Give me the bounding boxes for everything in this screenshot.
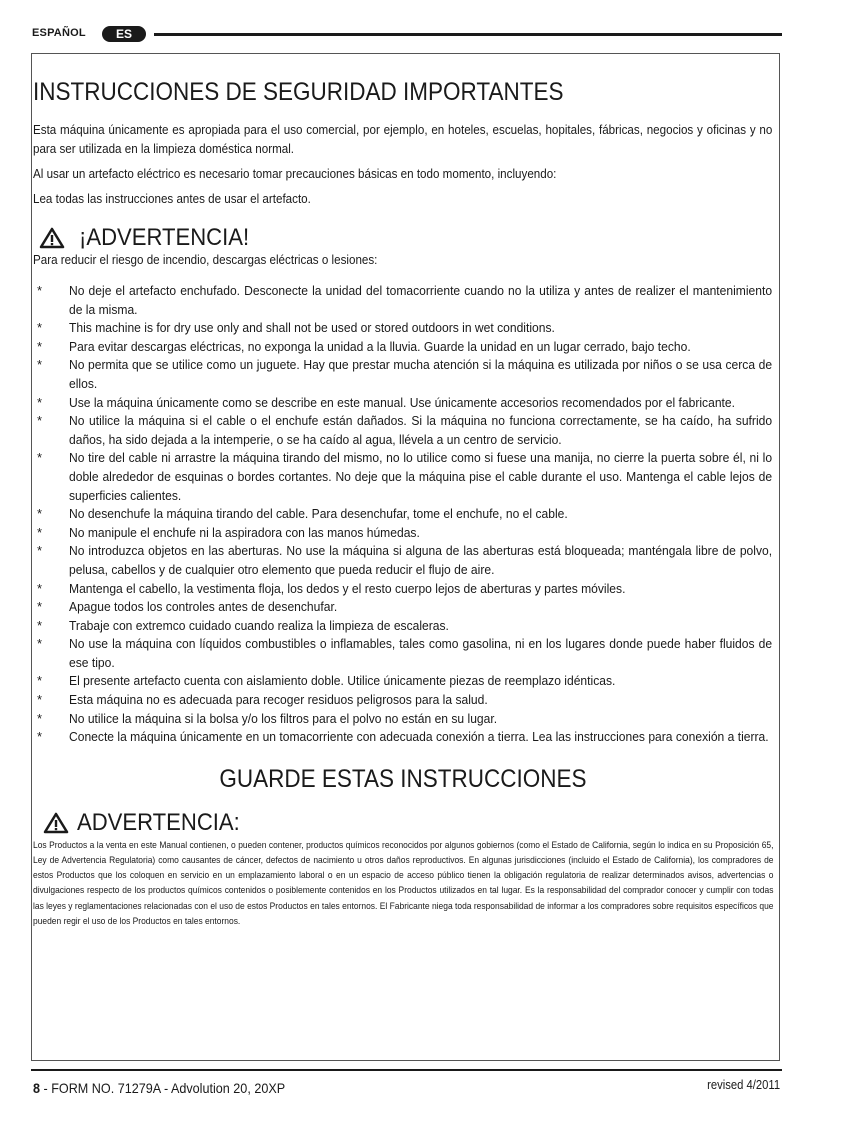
bullet-asterisk: *	[37, 450, 43, 466]
list-item: * No deje el artefacto enchufado. Desconecte la unidad del tomacorriente cuando no la utiliza y antes de realizer el mantenimiento de la misma.	[37, 283, 773, 317]
bullet-asterisk: *	[37, 729, 43, 745]
intro-paragraph: Lea todas las instrucciones antes de usar el artefacto.	[33, 192, 311, 206]
footer-form-info	[33, 1080, 285, 1096]
warning-heading-text: ¡ADVERTENCIA!	[79, 224, 250, 251]
bullet-asterisk: *	[37, 283, 43, 298]
list-item: * Esta máquina no es adecuada para recoger residuos peligrosos para la salud.	[33, 691, 773, 710]
warning-triangle-icon	[39, 227, 65, 249]
bullet-asterisk: *	[37, 636, 43, 652]
warning-intro: Para reducir el riesgo de incendio, descargas eléctricas o lesiones:	[33, 253, 378, 267]
list-item: * No manipule el enchufe ni la aspiradora con las manos húmedas.	[33, 524, 773, 543]
bullet-asterisk: *	[37, 506, 43, 522]
list-item: * No introduzca objetos en las aberturas. No use la máquina si alguna de las aberturas está bloqueada; manténgala libre de polvo, pelusa, cabellos y de cualquier otro elemento que pueda reducir el flujo de aire.	[37, 543, 773, 577]
header-rule	[154, 33, 782, 36]
bullet-asterisk: *	[37, 524, 43, 540]
bullet-asterisk: *	[37, 692, 43, 708]
warning-heading	[33, 223, 773, 253]
list-item: * Apague todos los controles antes de desenchufar.	[33, 598, 773, 617]
footer-rule	[31, 1069, 782, 1071]
warning2-heading	[33, 809, 773, 837]
revision-date: revised 4/2011	[707, 1078, 780, 1092]
language-badge: ES	[102, 26, 146, 42]
list-item: * This machine is for dry use only and shall not be used or stored outdoors in wet conditions.	[33, 319, 773, 338]
list-item: * No desenchufe la máquina tirando del cable. Para desenchufar, tome el enchufe, no el cable.	[33, 505, 773, 524]
list-item: * Para evitar descargas eléctricas, no exponga la unidad a la lluvia. Guarde la unidad en un lugar cerrado, bajo techo.	[33, 338, 773, 357]
bullet-asterisk: *	[37, 617, 43, 633]
bullet-asterisk: *	[37, 394, 43, 410]
page-content	[33, 78, 773, 929]
list-item: * No tire del cable ni arrastre la máquina tirando del mismo, no lo utilice como si fuese una manija, no cierre la puerta sobre él, ni lo doble alrededor de esquinas o bordes cortantes. No deje que la máquina pise el cable durante el uso. Mantenga el cable lejos de superficies calientes.	[37, 450, 773, 503]
bullet-asterisk: *	[37, 357, 43, 373]
list-item: * No utilice la máquina si el cable o el enchufe están dañados. Si la máquina no funciona correctamente, se ha caído, ha sufrido daños, ha sido dejada a la intemperie, o se ha caído al agua, llévela a un centro de servicio.	[37, 413, 773, 447]
save-instructions-heading: GUARDE ESTAS INSTRUCCIONES	[219, 764, 587, 793]
bullet-asterisk: *	[37, 710, 43, 726]
intro-paragraph: Al usar un artefacto eléctrico es necesario tomar precauciones básicas en todo momento, incluyendo:	[33, 167, 557, 181]
bullet-asterisk: *	[37, 599, 43, 615]
prop65-notice: Los Productos a la venta en este Manual contienen, o pueden contener, productos químicos reconocidos por algunos gobiernos (como el Estado de California, según lo indica en su Proposición 65, Ley de Advertencia Regulatoria) como causantes de cáncer, defectos de nacimiento u otros daños reproductivos. En algunas jurisdicciones (incluido el Estado de California), los compradores de estos Productos que los coloquen en servicio en un emplazamiento laboral o en un espacio de acceso público tienen la obligación regulatoria de realizar determinados avisos, advertencias o divulgaciones respecto de los productos químicos contenidos o posiblemente contenidos en los Productos utilizados en tal lugar. Es la responsabilidad del comprador conocer y cumplir con todas las leyes y reglamentaciones relacionadas con el uso de estos Productos en tales entornos. El Fabricante niega toda responsabilidad de informar a los compradores sobre requisitos específicos que pueden regir el uso de los Productos en tales entornos.	[33, 839, 774, 927]
list-item: * El presente artefacto cuenta con aislamiento doble. Utilice únicamente piezas de reemplazo idénticas.	[33, 672, 773, 691]
page-number: 8	[33, 1080, 41, 1096]
bullet-asterisk: *	[37, 413, 43, 429]
bullet-asterisk: *	[37, 543, 43, 559]
warning-triangle-icon	[43, 812, 69, 834]
language-label: ESPAÑOL	[32, 27, 86, 39]
warning2-heading-text: ADVERTENCIA:	[77, 808, 240, 836]
bullet-asterisk: *	[37, 580, 43, 596]
list-item: * Use la máquina únicamente como se describe en este manual. Use únicamente accesorios recomendados por el fabricante.	[33, 394, 773, 413]
bullet-asterisk: *	[37, 673, 43, 689]
safety-list	[33, 282, 773, 747]
page-title: INSTRUCCIONES DE SEGURIDAD IMPORTANTES	[33, 78, 564, 106]
intro-paragraph: Esta máquina únicamente es apropiada para el uso comercial, por ejemplo, en hoteles, escuelas, hopitales, fábricas, negocios y oficinas y no para ser utilizada en la limpieza doméstica normal.	[33, 123, 773, 156]
list-item: * Trabaje con extremco cuidado cuando realiza la limpieza de escaleras.	[33, 617, 773, 636]
bullet-asterisk: *	[37, 320, 43, 336]
list-item: * No permita que se utilice como un juguete. Hay que prestar mucha atención si la máquina es utilizada por niños o se usa cerca de ellos.	[37, 357, 773, 391]
list-item: * No use la máquina con líquidos combustibles o inflamables, tales como gasolina, ni en los lugares donde puede haber fluidos de ese tipo.	[37, 636, 773, 670]
form-number: - FORM NO. 71279A - Advolution 20, 20XP	[40, 1080, 286, 1096]
list-item: * Conecte la máquina únicamente en un tomacorriente con adecuada conexión a tierra. Lea las instrucciones para conexión a tierra.	[33, 728, 773, 747]
bullet-asterisk: *	[37, 338, 43, 354]
list-item: * Mantenga el cabello, la vestimenta floja, los dedos y el resto cuerpo lejos de aberturas y partes móviles.	[33, 580, 773, 599]
list-item: * No utilice la máquina si la bolsa y/o los filtros para el polvo no están en su lugar.	[33, 710, 773, 729]
page-header	[32, 26, 782, 44]
